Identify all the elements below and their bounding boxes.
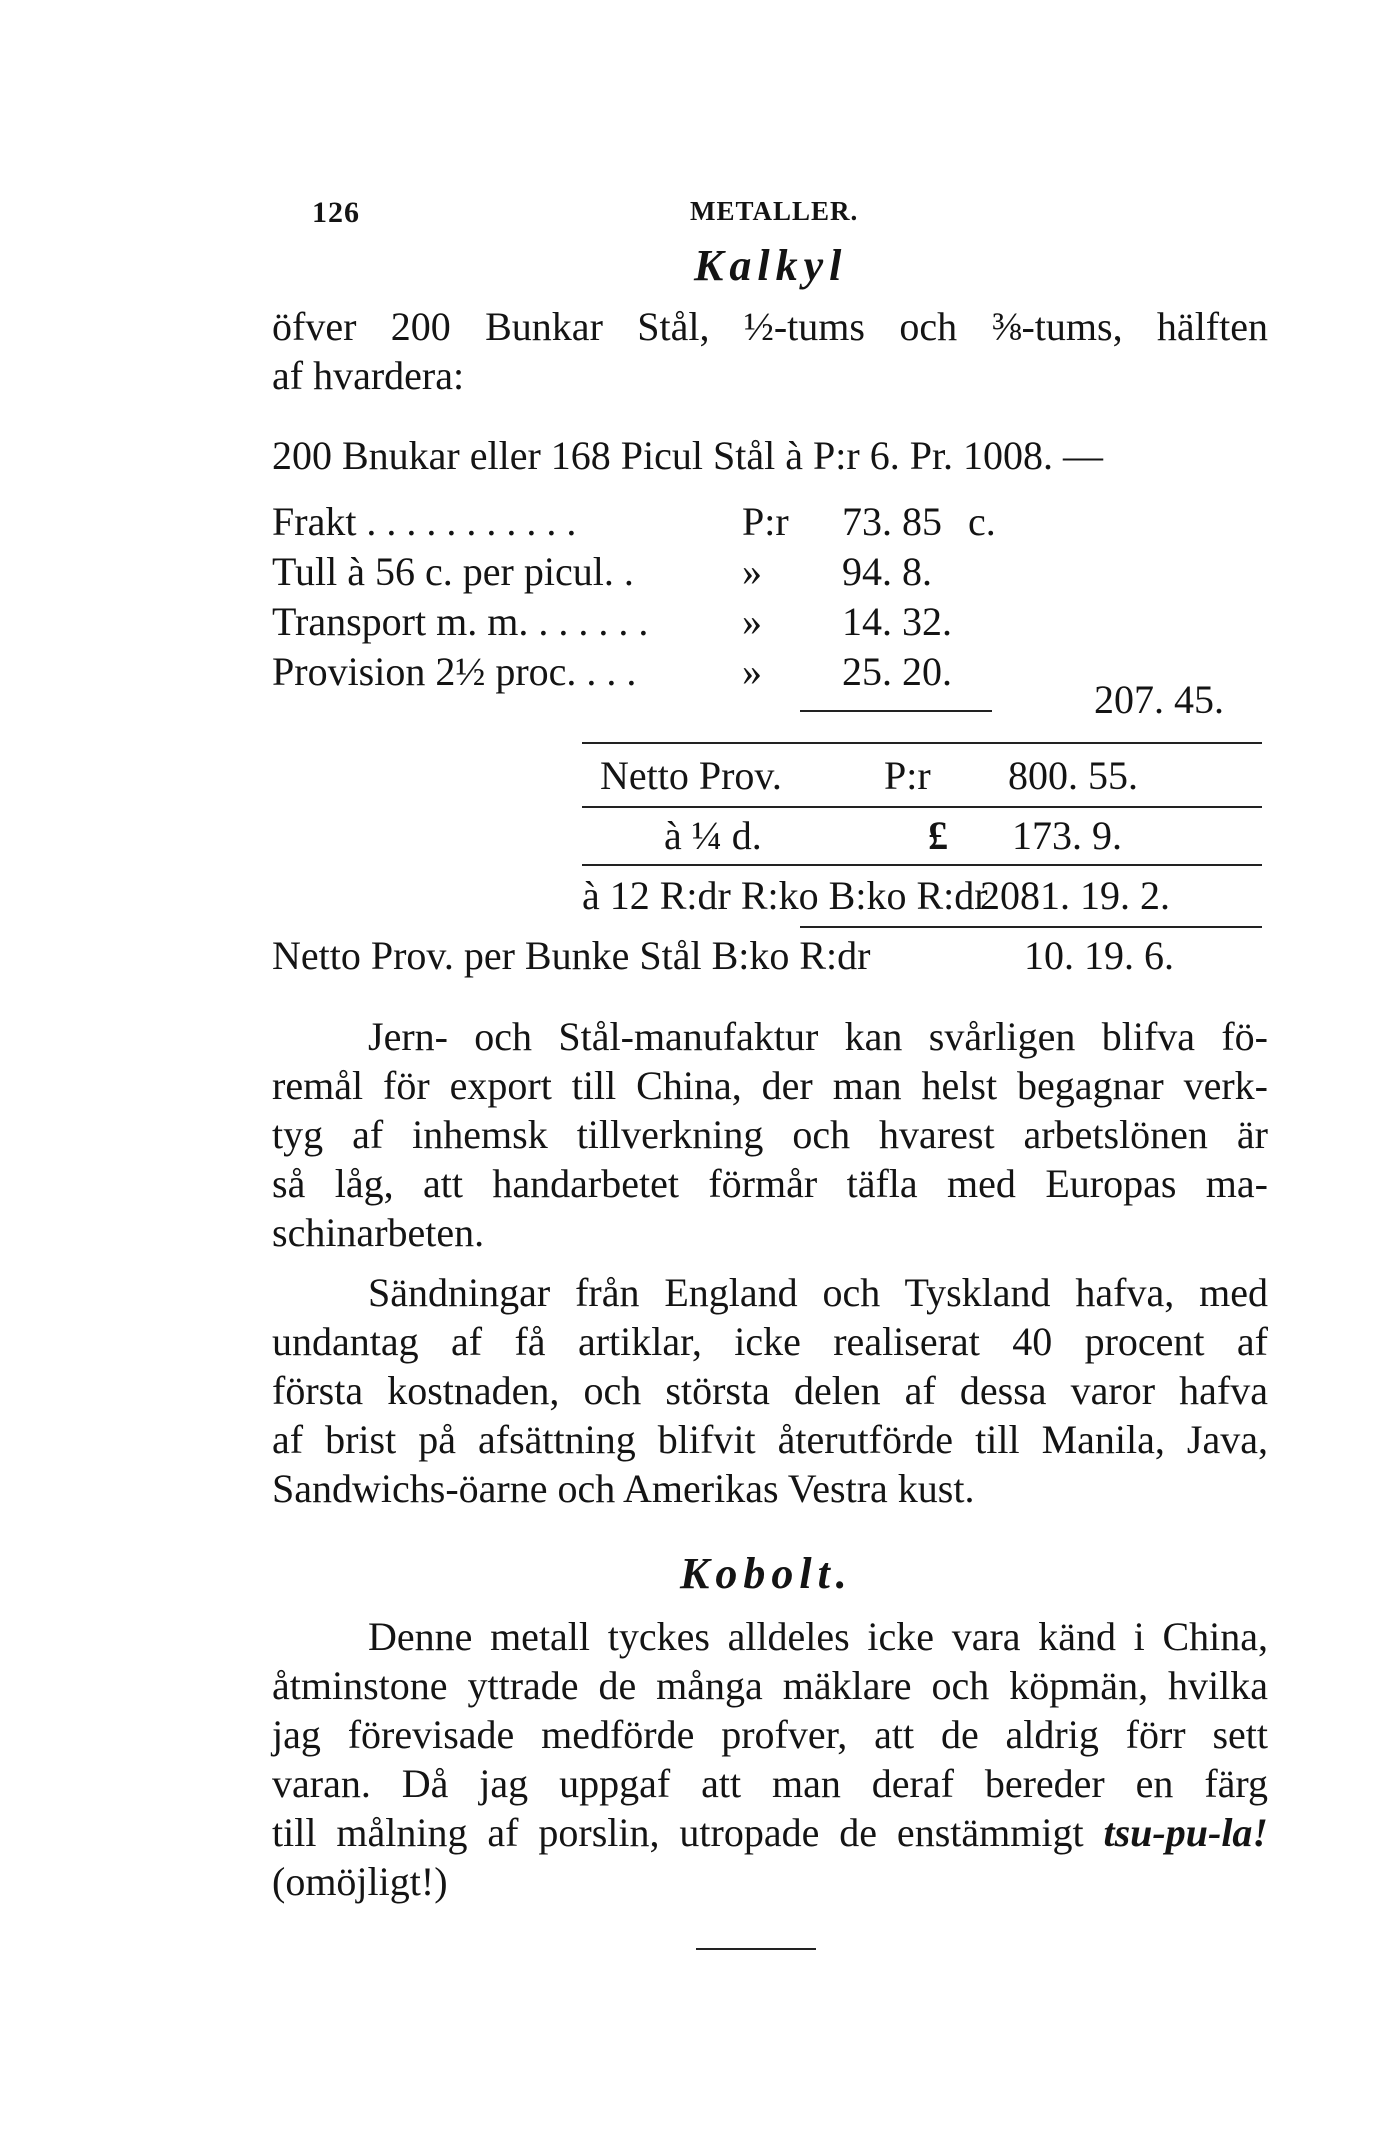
pound-value: 173. 9. bbox=[1012, 813, 1122, 858]
text-line: tyg af inhemsk tillverkning och hvarest arbetslönen är bbox=[272, 1112, 1268, 1157]
paragraph-sandningar bbox=[272, 1268, 1268, 1513]
cost-row-amount: 14. 32. bbox=[842, 599, 952, 644]
per-bunke-value: 10. 19. 6. bbox=[1024, 933, 1174, 978]
text-line: första kostnaden, och största delen af dessa varor hafva bbox=[272, 1368, 1268, 1413]
netto-value: 800. 55. bbox=[1008, 753, 1138, 798]
total-rule bbox=[582, 742, 1262, 744]
netto-unit: P:r bbox=[884, 753, 931, 798]
cost-row-unit: » bbox=[742, 599, 762, 644]
page-number: 126 bbox=[312, 196, 360, 229]
text-line: Denne metall tyckes alldeles icke vara känd i China, bbox=[368, 1614, 1268, 1659]
text-line: öfver 200 Bunkar Stål, ½-tums och ⅜-tums, hälften bbox=[272, 304, 1268, 349]
cost-row-label: Tull à 56 c. per picul. . bbox=[272, 549, 634, 594]
running-title: METALLER. bbox=[690, 196, 859, 226]
text-line: (omöjligt!) bbox=[272, 1859, 448, 1904]
rule bbox=[582, 864, 1262, 866]
cost-row-unit: » bbox=[742, 649, 762, 694]
text-line: undantag af få artiklar, icke realiserat 40 procent af bbox=[272, 1319, 1268, 1364]
cost-row-amount: 25. 20. bbox=[842, 649, 952, 694]
subtotal-rule bbox=[800, 710, 992, 712]
cost-row-unit: P:r bbox=[742, 499, 789, 544]
per-bunke-label: Netto Prov. per Bunke Stål B:ko R:dr bbox=[272, 933, 871, 978]
text-line: jag förevisade medförde profver, att de aldrig förr sett bbox=[272, 1712, 1268, 1757]
cost-total: 207. 45. bbox=[1094, 677, 1224, 722]
text-line: schinarbeten. bbox=[272, 1210, 485, 1255]
rule bbox=[800, 926, 1262, 928]
netto-label: Netto Prov. bbox=[600, 753, 782, 798]
end-rule bbox=[696, 1948, 816, 1950]
cost-row-label: Provision 2½ proc. . . . bbox=[272, 649, 637, 694]
italic-exclamation: tsu-pu-la! bbox=[1103, 1810, 1268, 1855]
cost-row-unit: » bbox=[742, 549, 762, 594]
text-line: Jern- och Stål-manufaktur kan svårligen blifva fö- bbox=[368, 1014, 1268, 1059]
pound-unit: £ bbox=[928, 813, 948, 858]
rule bbox=[582, 806, 1262, 808]
text-line: så låg, att handarbetet förmår täfla med Europas ma- bbox=[272, 1161, 1268, 1206]
text-line bbox=[272, 1808, 1268, 1857]
kalkyl-intro bbox=[272, 302, 1268, 400]
text-line: af hvardera: bbox=[272, 353, 465, 398]
paragraph-jern bbox=[272, 1012, 1268, 1257]
rdr-label: à 12 R:dr R:ko B:ko R:dr bbox=[582, 873, 988, 918]
cost-row-suffix: c. bbox=[968, 499, 996, 544]
text-line: åtminstone yttrade de många mäklare och köpmän, hvilka bbox=[272, 1663, 1268, 1708]
section-title-kobolt: Kobolt. bbox=[680, 1549, 853, 1598]
pound-label: à ¼ d. bbox=[664, 813, 762, 858]
text-line: af brist på afsättning blifvit återutförde till Manila, Java, bbox=[272, 1417, 1268, 1462]
rdr-value: 2081. 19. 2. bbox=[980, 873, 1170, 918]
cost-row-amount: 73. 85 bbox=[842, 499, 942, 544]
cost-row-label: Frakt . . . . . . . . . . . bbox=[272, 499, 577, 544]
text-line: varan. Då jag uppgaf att man deraf bereder en färg bbox=[272, 1761, 1268, 1806]
section-title-kalkyl: Kalkyl bbox=[694, 241, 848, 290]
text-line: Sändningar från England och Tyskland hafva, med bbox=[368, 1270, 1268, 1315]
cost-row-amount: 94. 8. bbox=[842, 549, 932, 594]
base-calculation-line: 200 Bnukar eller 168 Picul Stål à P:r 6. Pr. 1008. — bbox=[272, 433, 1104, 478]
cost-row-label: Transport m. m. . . . . . . bbox=[272, 599, 649, 644]
text-line: remål för export till China, der man helst begagnar verk- bbox=[272, 1063, 1268, 1108]
text-fragment: till målning af porslin, utropade de enstämmigt bbox=[272, 1810, 1104, 1855]
text-line: Sandwichs-öarne och Amerikas Vestra kust. bbox=[272, 1466, 975, 1511]
paragraph-kobolt bbox=[272, 1612, 1268, 1906]
